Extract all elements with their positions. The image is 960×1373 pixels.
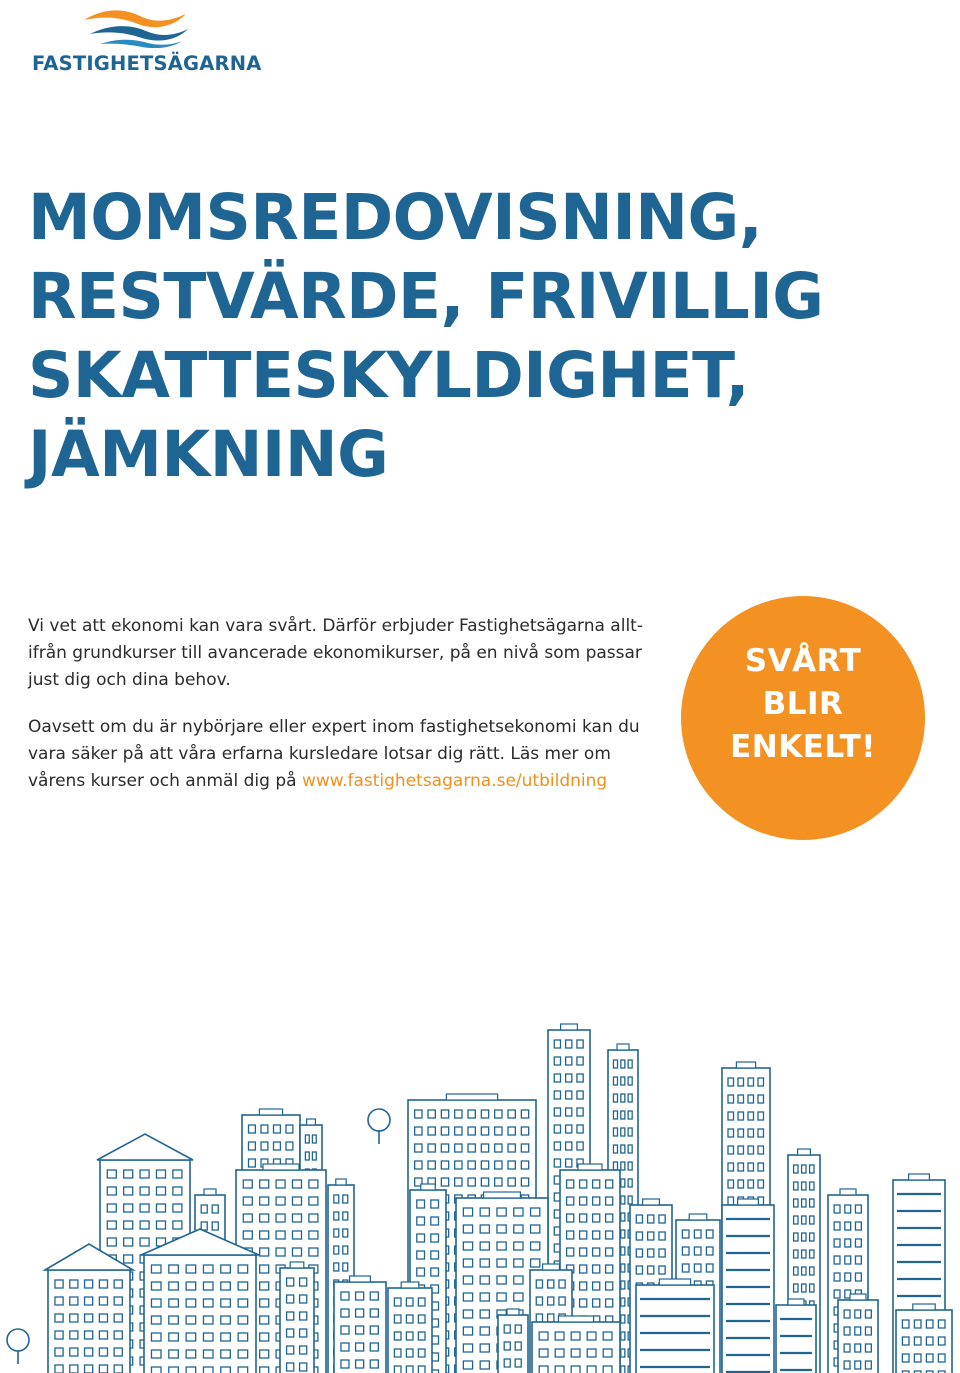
logo-wordmark: FASTIGHETSÄGARNA xyxy=(32,52,262,75)
page-title xyxy=(28,178,908,494)
title-line-2: RESTVÄRDE, FRIVILLIG xyxy=(28,260,824,333)
slogan-badge xyxy=(681,596,925,840)
badge-line-1: SVÅRT xyxy=(744,642,862,679)
intro-paragraph: Vi vet att ekonomi kan vara svårt. Därför erbjuder Fastighetsägarna alltifrån grundkurser till avancerade ekonomikurser, på en nivå som passar just dig och dina behov. xyxy=(28,616,643,690)
title-line-3: SKATTESKYLDIGHET, xyxy=(28,339,750,412)
info-paragraph-text: Oavsett om du är nybörjare eller expert inom fastighetsekonomi kan du vara säker på att våra erfarna kursledare lotsar dig rätt. Läs mer om vårens kurser och anmäl dig på xyxy=(28,717,640,791)
title-line-1: MOMSREDOVISNING, xyxy=(28,181,763,254)
title-line-4: JÄMKNING xyxy=(28,418,389,491)
wave-logo-icon xyxy=(80,4,192,48)
city-skyline-illustration xyxy=(0,1020,960,1373)
education-link[interactable]: www.fastighetsagarna.se/utbildning xyxy=(301,771,608,791)
info-paragraph xyxy=(28,714,668,795)
badge-line-2: BLIR xyxy=(762,685,844,722)
body-text xyxy=(28,613,668,815)
badge-line-3: ENKELT! xyxy=(730,728,876,765)
fastighetsagarna-logo xyxy=(32,4,262,75)
